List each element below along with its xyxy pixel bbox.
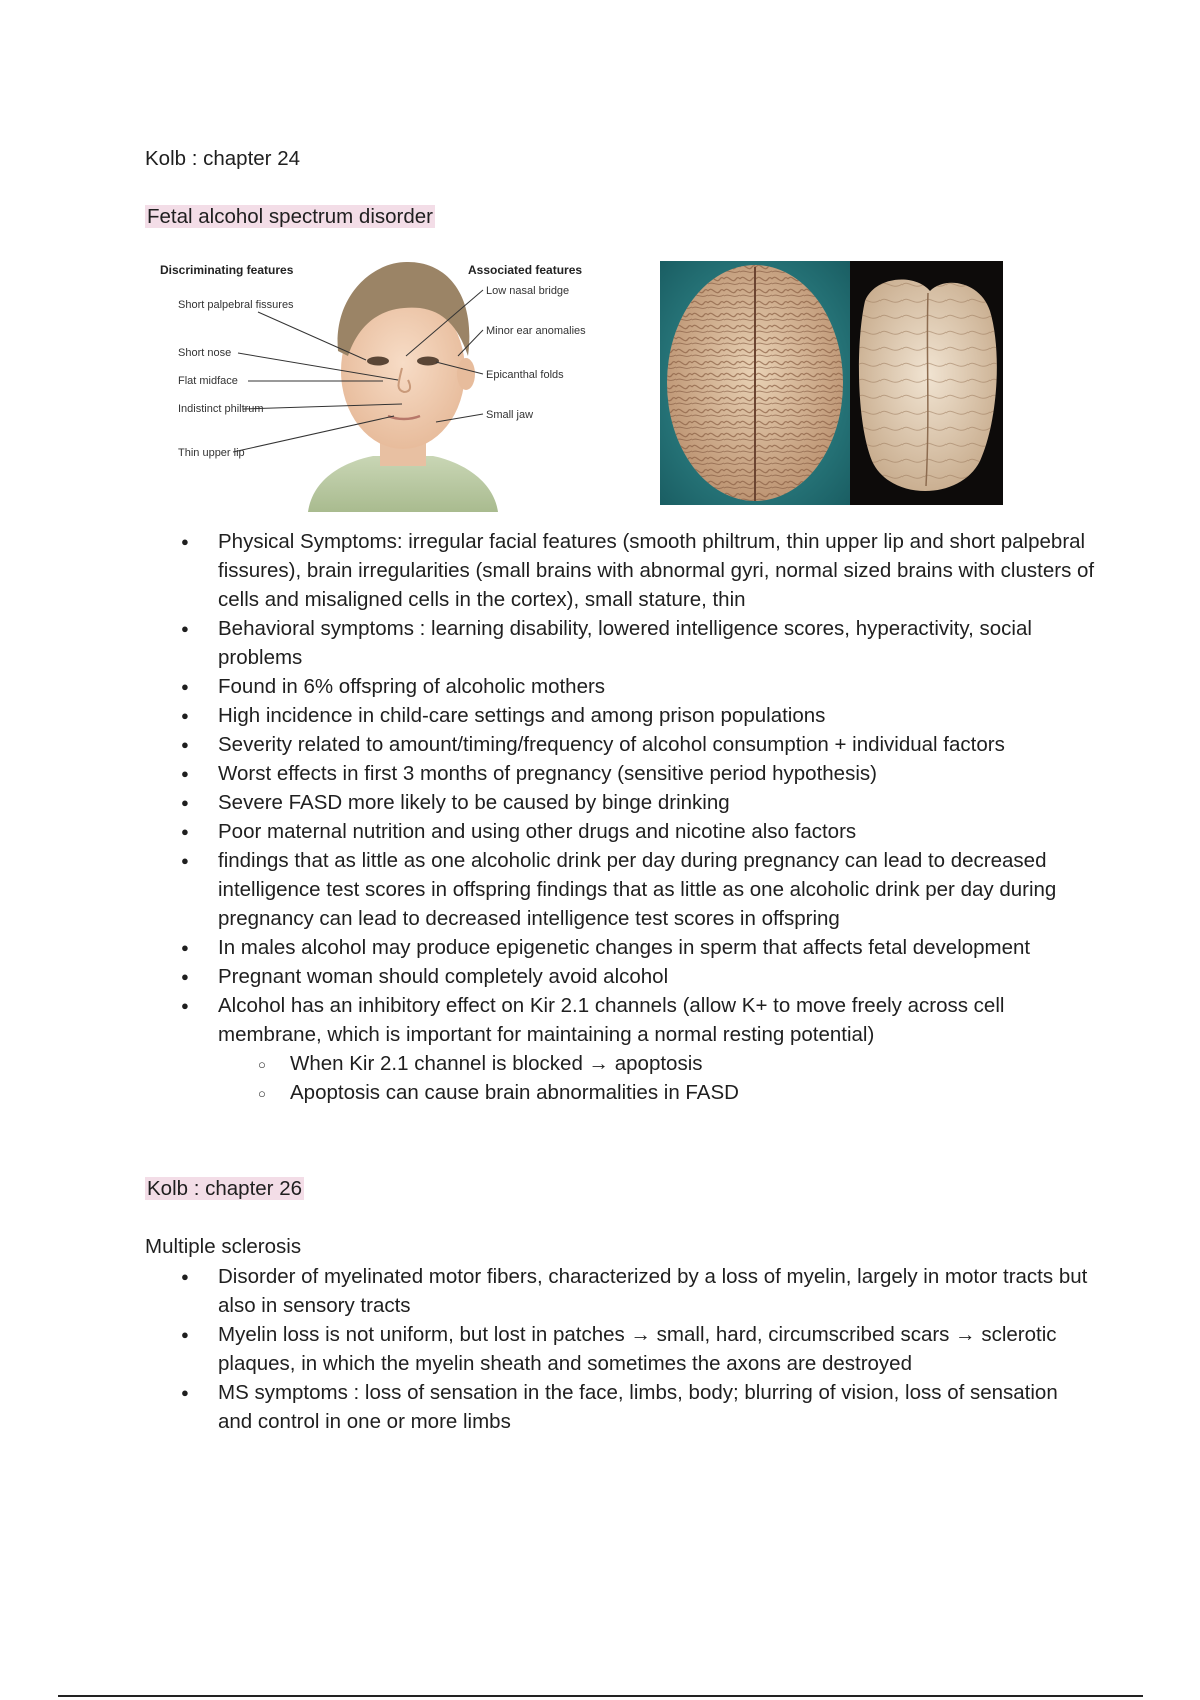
left-title-label: Discriminating features [160, 263, 294, 277]
section-heading-fasd [145, 202, 435, 231]
chapter-title: Kolb : chapter 24 [145, 147, 300, 170]
list-item: ● findings that as little as one alcoholic drink per day during pregnancy can lead to decreased intelligence test scores in offspring findings that as little as one alcoholic drink per day during pregnancy can lead to decreased intelligence test scores in offspring [145, 846, 1095, 933]
left-eye [367, 357, 389, 366]
section-heading-fasd-text: Fetal alcohol spectrum disorder [147, 205, 433, 228]
sub-list-item: ○ Apoptosis can cause brain abnormalities in FASD [218, 1078, 1095, 1107]
list-item-text: Alcohol has an inhibitory effect on Kir 2.1 channels (allow K+ to move freely across cell membrane, which is important for maintaining a normal resting potential) [218, 994, 1005, 1046]
list-item: ● Severe FASD more likely to be caused by binge drinking [145, 788, 1095, 817]
list-item: ● MS symptoms : loss of sensation in the face, limbs, body; blurring of vision, loss of sensation and control in one or more limbs [145, 1378, 1095, 1436]
label-short-nose: Short nose [178, 347, 232, 359]
list-item: ● Severity related to amount/timing/frequency of alcohol consumption + individual factors [145, 730, 1095, 759]
label-flat-midface: Flat midface [178, 375, 238, 387]
label-short-palpebral-fissures: Short palpebral fissures [178, 299, 294, 311]
ms-bullet-list [145, 1262, 1095, 1436]
right-ear [457, 358, 475, 390]
label-epicanthal-folds: Epicanthal folds [486, 369, 564, 381]
list-item: ● Disorder of myelinated motor fibers, characterized by a loss of myelin, largely in motor tracts but also in sensory tracts [145, 1262, 1095, 1320]
list-item: ● Found in 6% offspring of alcoholic mothers [145, 672, 1095, 701]
list-item: ● In males alcohol may produce epigenetic changes in sperm that affects fetal development [145, 933, 1095, 962]
page-bottom-rule [58, 1695, 1143, 1697]
label-minor-ear-anomalies: Minor ear anomalies [486, 325, 586, 337]
list-item: ● Pregnant woman should completely avoid alcohol [145, 962, 1095, 991]
list-item: ● Behavioral symptoms : learning disability, lowered intelligence scores, hyperactivity, social problems [145, 614, 1095, 672]
kir-sub-list [218, 1049, 1095, 1107]
list-item: ● Physical Symptoms: irregular facial features (smooth philtrum, thin upper lip and short palpebral fissures), brain irregularities (small brains with abnormal gyri, normal sized brains with clusters of cells and misaligned cells in the cortex), small stature, thin [145, 527, 1095, 614]
list-item: ● Worst effects in first 3 months of pregnancy (sensitive period hypothesis) [145, 759, 1095, 788]
label-low-nasal-bridge: Low nasal bridge [486, 285, 570, 297]
label-small-jaw: Small jaw [486, 409, 534, 421]
label-indistinct-philtrum: Indistinct philtrum [178, 403, 264, 415]
brain-comparison-photo [660, 261, 1003, 505]
list-item: ● Myelin loss is not uniform, but lost in patches → small, hard, circumscribed scars → sclerotic plaques, in which the myelin sheath and sometimes the axons are destroyed [145, 1320, 1095, 1378]
list-item: ● Poor maternal nutrition and using other drugs and nicotine also factors [145, 817, 1095, 846]
sub-list-item: ○ When Kir 2.1 channel is blocked → apoptosis [218, 1049, 1095, 1078]
right-title-label: Associated features [468, 263, 583, 277]
fasd-face-diagram [158, 256, 620, 512]
fasd-bullet-list [145, 527, 1095, 1107]
list-item-kir [145, 991, 1095, 1107]
label-thin-upper-lip: Thin upper lip [178, 447, 245, 459]
subheading-multiple-sclerosis: Multiple sclerosis [145, 1235, 302, 1258]
section-heading-chapter26-text: Kolb : chapter 26 [147, 1177, 302, 1200]
list-item: ● High incidence in child-care settings and among prison populations [145, 701, 1095, 730]
section-heading-chapter26 [145, 1174, 304, 1203]
right-eye [417, 357, 439, 366]
